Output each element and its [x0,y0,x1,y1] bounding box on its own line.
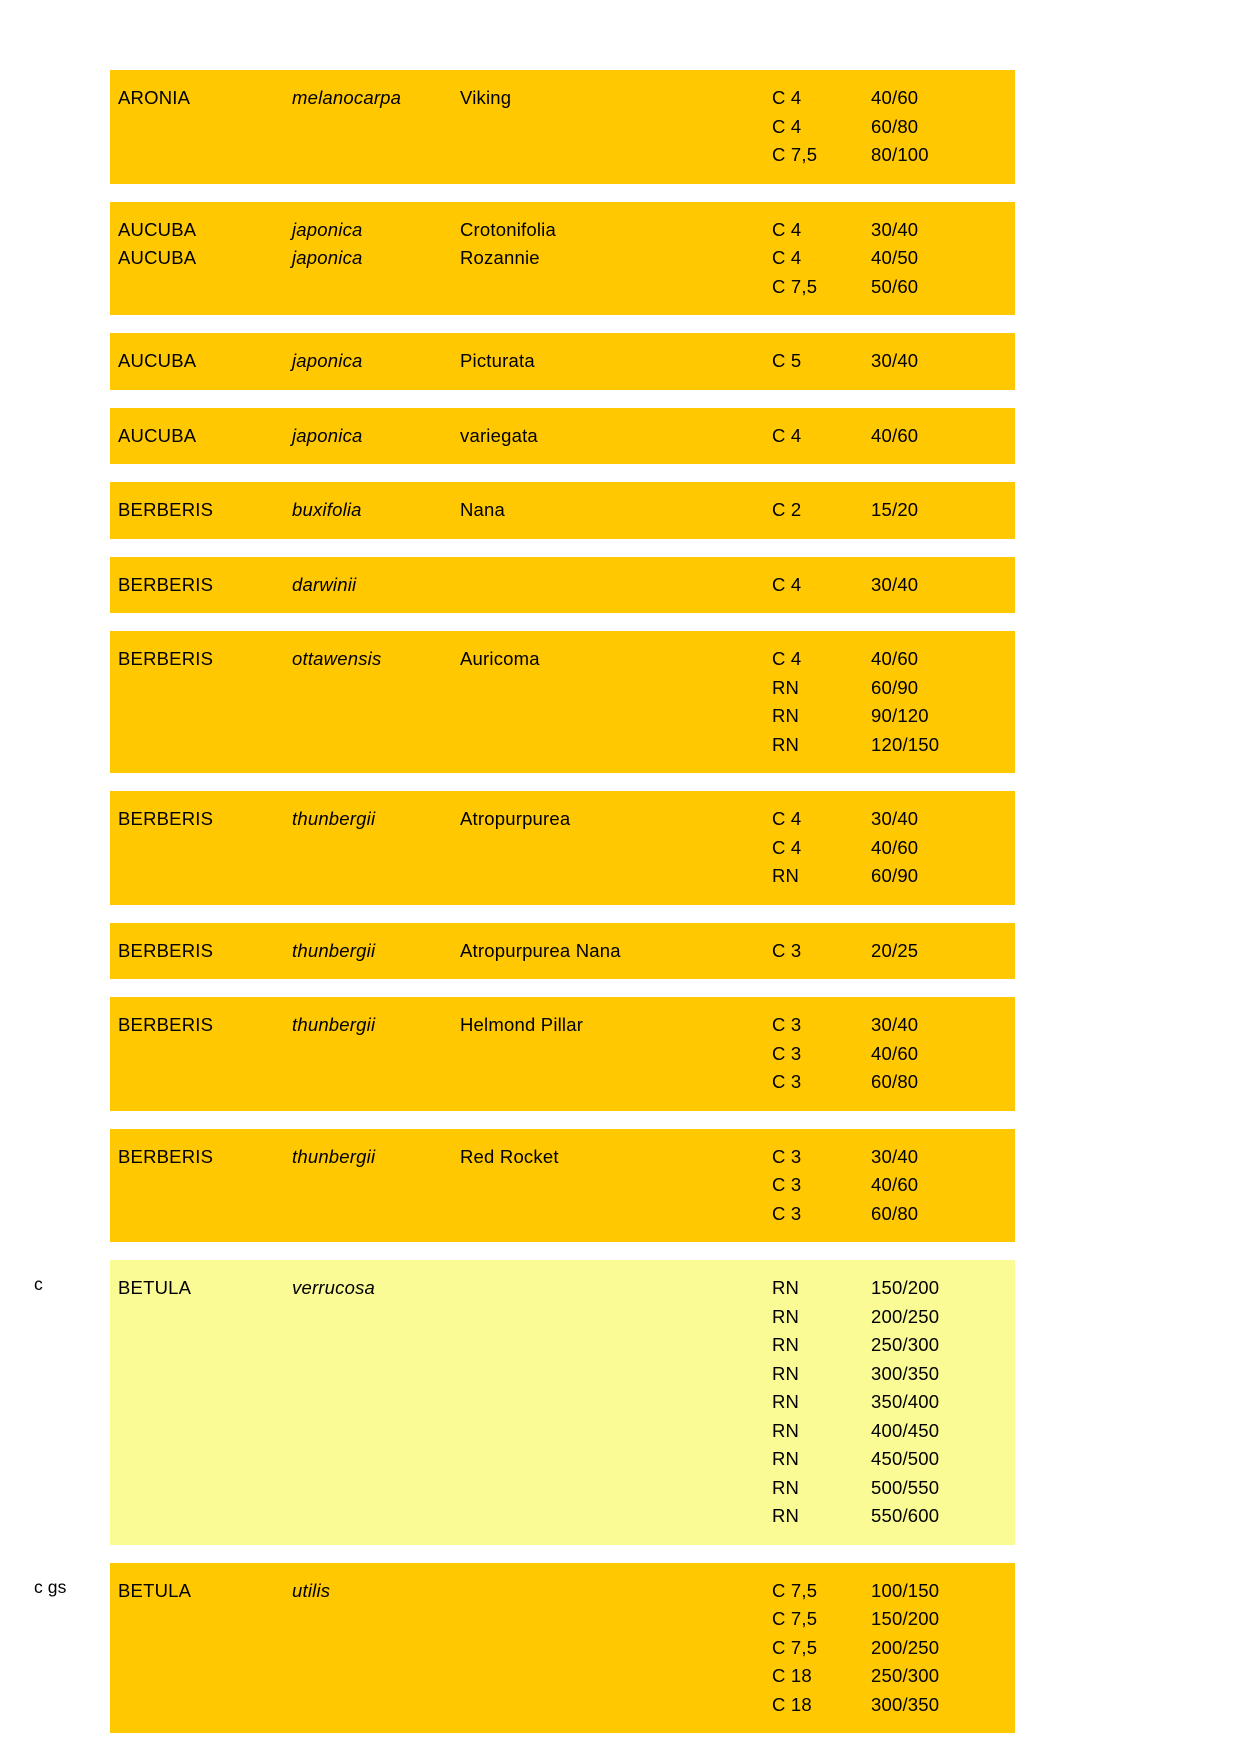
container-code-cell: C 7,5 [772,1579,818,1601]
margin-note [0,333,110,349]
size-range-cell: 30/40 [871,350,919,371]
table-row [110,862,1015,891]
container-code-cell: C 3 [772,1014,802,1035]
table-row [110,1274,1015,1303]
genus-cell: AUCUBA [118,247,197,268]
highlight-band [110,557,1015,614]
table-row [110,1143,1015,1172]
size-range-cell: 200/250 [871,1305,940,1327]
size-range-cell: 60/90 [871,865,919,886]
container-code-cell: C 7,5 [772,1608,818,1629]
container-code-cell: RN [772,1277,800,1298]
genus-cell: BERBERIS [118,648,214,669]
genus-cell: BETULA [118,1579,192,1601]
species-cell: verrucosa [292,1277,376,1298]
catalogue-entry [0,1563,1241,1734]
species-cell: thunbergii [292,939,376,961]
container-code-cell: C 3 [772,1071,802,1092]
cultivar-cell: Auricoma [460,648,540,669]
margin-note [0,70,110,86]
table-row [110,141,1015,170]
container-code-cell: RN [772,705,800,726]
table-row [110,731,1015,760]
container-code-cell: RN [772,1505,800,1526]
table-row [110,1360,1015,1389]
size-range-cell: 40/60 [871,424,919,446]
highlight-band [110,997,1015,1111]
table-row [110,1388,1015,1417]
container-code-cell: C 4 [772,836,802,858]
size-range-cell: 30/40 [871,808,919,829]
species-cell: japonica [292,424,363,446]
catalogue-entry [0,408,1241,465]
highlight-band [110,1129,1015,1243]
highlight-band [110,482,1015,539]
margin-note [0,631,110,647]
genus-cell: AUCUBA [118,424,197,446]
catalogue-entry [0,202,1241,316]
size-range-cell: 30/40 [871,1014,919,1035]
margin-note [0,482,110,498]
cultivar-cell: Viking [460,87,512,108]
highlight-band [110,923,1015,980]
container-code-cell: C 7,5 [772,144,818,165]
table-row [110,1171,1015,1200]
container-code-cell: C 4 [772,87,802,108]
size-range-cell: 60/90 [871,676,919,698]
species-cell: ottawensis [292,648,382,669]
species-cell: thunbergii [292,1145,376,1167]
table-row [110,1691,1015,1720]
size-range-cell: 150/200 [871,1608,940,1629]
catalogue-entry [0,997,1241,1111]
table-row [110,1011,1015,1040]
cultivar-cell: Atropurpurea Nana [460,939,621,961]
catalogue-entry [0,557,1241,614]
container-code-cell: C 18 [772,1665,812,1686]
size-range-cell: 40/60 [871,1042,919,1064]
container-code-cell: C 3 [772,1174,802,1195]
container-code-cell: C 4 [772,424,802,446]
highlight-band [110,1260,1015,1545]
container-code-cell: RN [772,1362,800,1384]
catalogue-entry [0,631,1241,773]
cultivar-cell: Red Rocket [460,1145,559,1167]
margin-note: c [34,1274,43,1294]
container-code-cell: RN [772,676,800,698]
species-cell: thunbergii [292,808,376,829]
catalogue-entry [0,791,1241,905]
margin-note [0,791,110,807]
size-range-cell: 30/40 [871,1145,919,1167]
genus-cell: BETULA [118,1277,192,1298]
species-cell: japonica [292,218,363,240]
table-row [110,645,1015,674]
catalogue-entry [0,70,1241,184]
table-row [110,702,1015,731]
container-code-cell: RN [772,865,800,886]
margin-note [0,923,110,939]
cultivar-cell: Rozannie [460,247,540,268]
cultivar-cell: Picturata [460,350,535,371]
size-range-cell: 40/60 [871,1174,919,1195]
highlight-band [110,631,1015,773]
table-row [110,1068,1015,1097]
genus-cell: BERBERIS [118,1014,214,1035]
genus-cell: ARONIA [118,87,191,108]
container-code-cell: C 4 [772,115,802,137]
size-range-cell: 80/100 [871,144,929,165]
size-range-cell: 50/60 [871,275,919,297]
table-row [110,216,1015,245]
highlight-band [110,791,1015,905]
species-cell: melanocarpa [292,87,402,108]
size-range-cell: 60/80 [871,1071,919,1092]
table-row [110,674,1015,703]
margin-note [0,1129,110,1145]
container-code-cell: C 2 [772,499,802,520]
size-range-cell: 550/600 [871,1505,940,1526]
table-row [110,422,1015,451]
size-range-cell: 40/60 [871,87,919,108]
highlight-band [110,408,1015,465]
genus-cell: BERBERIS [118,499,214,520]
margin-note: c gs [34,1576,67,1597]
catalogue-entry-list [0,70,1241,1751]
margin-note [0,202,110,218]
container-code-cell: RN [772,1334,800,1355]
cultivar-cell: Nana [460,499,506,520]
genus-cell: BERBERIS [118,939,214,961]
highlight-band [110,333,1015,390]
container-code-cell: C 4 [772,808,802,829]
size-range-cell: 40/50 [871,247,919,268]
size-range-cell: 200/250 [871,1636,940,1658]
container-code-cell: C 5 [772,350,802,371]
species-cell: japonica [292,350,363,371]
catalogue-entry [0,482,1241,539]
size-range-cell: 30/40 [871,573,919,595]
table-row [110,571,1015,600]
table-row [110,1502,1015,1531]
table-row [110,347,1015,376]
catalogue-entry [0,1260,1241,1545]
container-code-cell: RN [772,1391,800,1412]
size-range-cell: 500/550 [871,1476,940,1498]
cultivar-cell: variegata [460,424,538,446]
cultivar-cell: Atropurpurea [460,808,571,829]
size-range-cell: 40/60 [871,648,919,669]
container-code-cell: C 18 [772,1693,812,1715]
catalogue-entry [0,333,1241,390]
table-row [110,1040,1015,1069]
highlight-band [110,70,1015,184]
species-cell: buxifolia [292,499,362,520]
size-range-cell: 100/150 [871,1579,940,1601]
margin-note [0,997,110,1013]
cultivar-cell: Helmond Pillar [460,1014,584,1035]
margin-note [0,557,110,573]
genus-cell: BERBERIS [118,808,214,829]
table-row [110,834,1015,863]
container-code-cell: C 3 [772,1145,802,1167]
table-row [110,1605,1015,1634]
table-row [110,805,1015,834]
container-code-cell: RN [772,1476,800,1498]
table-row [110,113,1015,142]
table-row [110,496,1015,525]
container-code-cell: C 7,5 [772,1636,818,1658]
table-row [110,84,1015,113]
container-code-cell: C 4 [772,573,802,595]
table-row [110,1331,1015,1360]
species-cell: darwinii [292,573,357,595]
highlight-band [110,202,1015,316]
table-row [110,273,1015,302]
container-code-cell: C 3 [772,939,802,961]
species-cell: japonica [292,247,363,268]
genus-cell: BERBERIS [118,573,214,595]
container-code-cell: RN [772,1448,800,1469]
size-range-cell: 15/20 [871,499,919,520]
size-range-cell: 40/60 [871,836,919,858]
size-range-cell: 120/150 [871,733,940,755]
size-range-cell: 20/25 [871,939,919,961]
genus-cell: AUCUBA [118,218,197,240]
table-row [110,1474,1015,1503]
genus-cell: BERBERIS [118,1145,214,1167]
table-row [110,1417,1015,1446]
table-row [110,937,1015,966]
margin-note [0,408,110,424]
catalogue-entry [0,1129,1241,1243]
size-range-cell: 250/300 [871,1334,940,1355]
cultivar-cell: Crotonifolia [460,218,556,240]
container-code-cell: C 7,5 [772,275,818,297]
container-code-cell: RN [772,1419,800,1441]
container-code-cell: C 4 [772,247,802,268]
size-range-cell: 300/350 [871,1362,940,1384]
size-range-cell: 350/400 [871,1391,940,1412]
species-cell: thunbergii [292,1014,376,1035]
size-range-cell: 90/120 [871,705,929,726]
table-row [110,1634,1015,1663]
catalogue-entry [0,923,1241,980]
size-range-cell: 300/350 [871,1693,940,1715]
table-row [110,1662,1015,1691]
size-range-cell: 450/500 [871,1448,940,1469]
highlight-band [110,1563,1015,1734]
genus-cell: AUCUBA [118,350,197,371]
container-code-cell: C 4 [772,648,802,669]
table-row [110,1445,1015,1474]
container-code-cell: C 3 [772,1202,802,1224]
container-code-cell: RN [772,1305,800,1327]
size-range-cell: 150/200 [871,1277,940,1298]
table-row [110,244,1015,273]
species-cell: utilis [292,1579,331,1601]
size-range-cell: 30/40 [871,218,919,240]
size-range-cell: 250/300 [871,1665,940,1686]
size-range-cell: 60/80 [871,1202,919,1224]
container-code-cell: C 4 [772,218,802,240]
size-range-cell: 400/450 [871,1419,940,1441]
table-row [110,1577,1015,1606]
container-code-cell: RN [772,733,800,755]
container-code-cell: C 3 [772,1042,802,1064]
size-range-cell: 60/80 [871,115,919,137]
table-row [110,1200,1015,1229]
table-row [110,1303,1015,1332]
